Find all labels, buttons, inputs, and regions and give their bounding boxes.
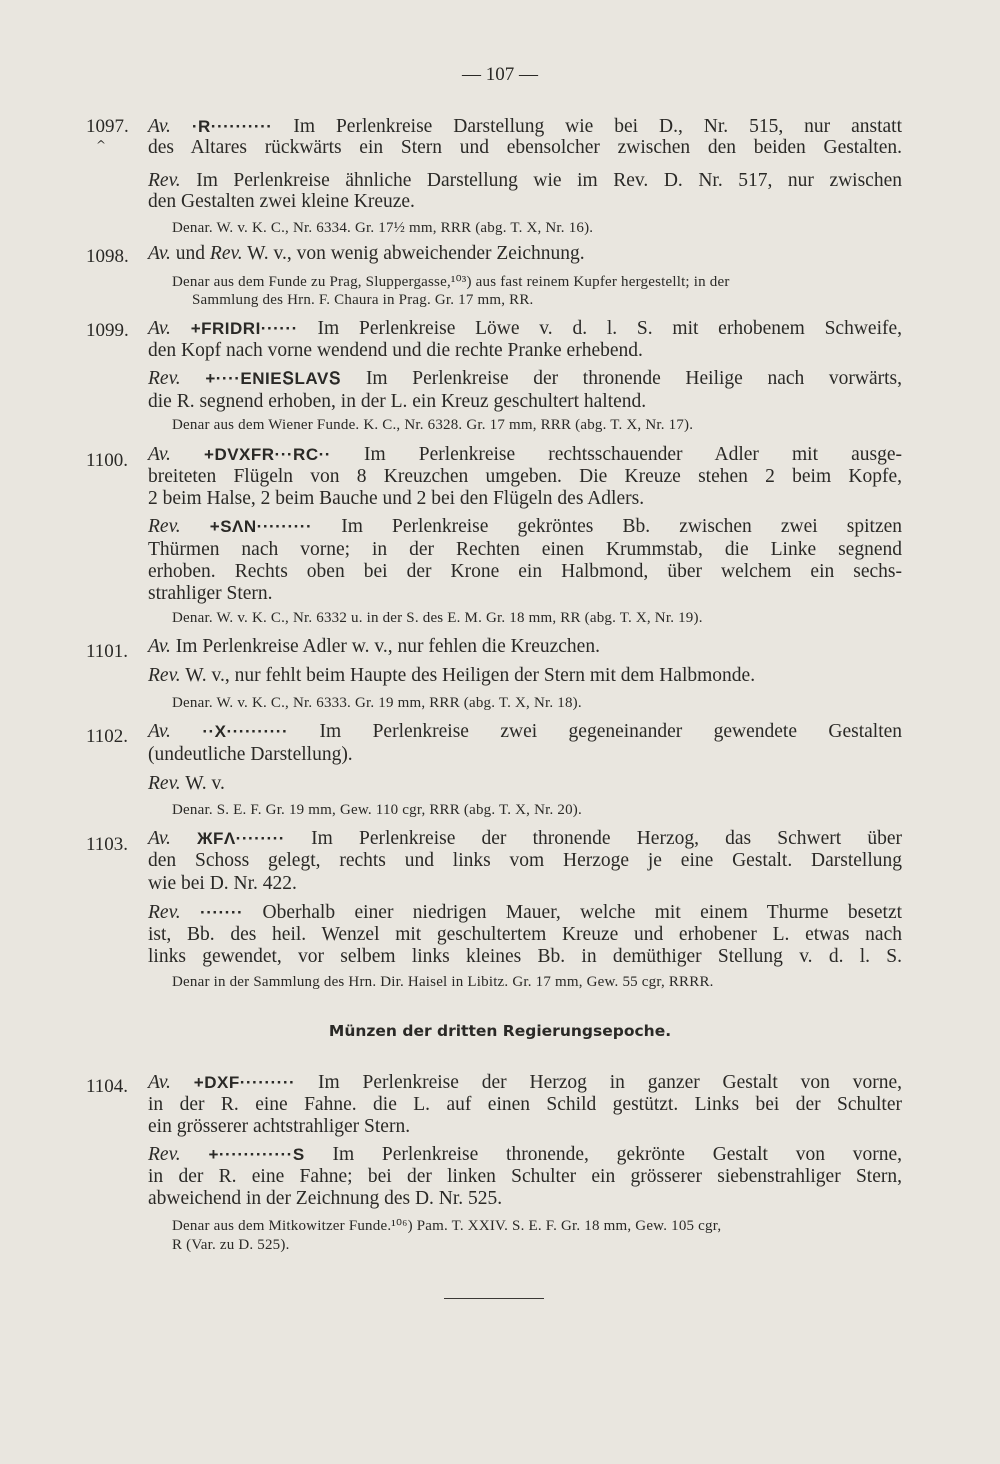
- description-text: W. v., nur fehlt beim Haupte des Heiligen der Stern mit dem Halbmonde.: [185, 665, 756, 686]
- obverse-label: Av.: [148, 318, 171, 339]
- entry-line: [148, 1072, 902, 1094]
- entry-line: 2 beim Halse, 2 beim Bauche und 2 bei den Flügeln des Adlers.: [148, 488, 645, 509]
- entry-line: in der R. eine Fahne. die L. auf einen Schild gestützt. Links bei der Schulter: [148, 1094, 902, 1115]
- margin-mark-icon: ^: [96, 138, 107, 152]
- entry-line: (undeutliche Darstellung).: [148, 744, 353, 765]
- entry-number: 1104.: [86, 1076, 129, 1097]
- entry-line: den Kopf nach vorne wendend und die rechte Pranke erhebend.: [148, 340, 643, 361]
- conjunction-text: und: [175, 243, 206, 264]
- obverse-label: Av.: [148, 116, 171, 137]
- entry-line: [148, 243, 902, 265]
- coin-legend: +DVXFR···RC··: [204, 445, 331, 464]
- obverse-label: Av.: [148, 1072, 171, 1093]
- description-text: Im Perlenkreise der thronende Herzog, das Schwert über: [311, 828, 903, 849]
- obverse-label: Av.: [148, 243, 171, 264]
- entry-note: R (Var. zu D. 525).: [172, 1237, 290, 1253]
- coin-legend: +············S: [208, 1145, 305, 1164]
- entry-line: [148, 773, 902, 795]
- description-text: Im Perlenkreise Löwe v. d. l. S. mit erhobenem Schweife,: [317, 318, 903, 339]
- entry-line: links gewendet, vor selbem links kleines Bb. in demüthiger Stellung v. d. l. S.: [148, 946, 902, 967]
- entry-line: [148, 368, 902, 390]
- entry-line: den Gestalten zwei kleine Kreuze.: [148, 191, 415, 212]
- reverse-label: Rev.: [148, 516, 181, 537]
- end-rule: [444, 1298, 544, 1299]
- entry-note: Denar. W. v. K. C., Nr. 6334. Gr. 17½ mm, RRR (abg. T. X, Nr. 16).: [172, 220, 594, 236]
- obverse-label: Av.: [148, 721, 171, 742]
- coin-legend: ·······: [200, 903, 244, 922]
- entry-line: abweichend in der Zeichnung des D. Nr. 525.: [148, 1188, 503, 1209]
- description-text: Im Perlenkreise der Herzog in ganzer Gestalt von vorne,: [318, 1072, 903, 1093]
- coin-legend: ЖFΛ········: [197, 829, 285, 848]
- description-text: Im Perlenkreise ähnliche Darstellung wie im Rev. D. Nr. 517, nur zwischen: [196, 170, 902, 191]
- entry-line: des Altares rückwärts ein Stern und ebensolcher zwischen den beiden Gestalten.: [148, 137, 902, 158]
- reverse-label: Rev.: [148, 665, 181, 686]
- entry-note: Denar. S. E. F. Gr. 19 mm, Gew. 110 cgr, RRR (abg. T. X, Nr. 20).: [172, 802, 582, 818]
- entry-line: den Schoss gelegt, rechts und links vom Herzoge je eine Gestalt. Darstellung: [148, 850, 902, 871]
- entry-note: Sammlung des Hrn. F. Chaura in Prag. Gr. 17 mm, RR.: [192, 292, 534, 308]
- entry-line: erhoben. Rechts oben bei der Krone ein Halbmond, über welchem ein sechs-: [148, 561, 902, 582]
- description-text: Im Perlenkreise Darstellung wie bei D., Nr. 515, nur anstatt: [293, 116, 902, 137]
- entry-line: [148, 636, 902, 658]
- entry-number: 1097.: [86, 116, 129, 137]
- entry-number: 1103.: [86, 834, 129, 855]
- reverse-label: Rev.: [148, 170, 181, 191]
- entry-note: Denar in der Sammlung des Hrn. Dir. Haisel in Libitz. Gr. 17 mm, Gew. 55 cgr, RRRR.: [172, 974, 714, 990]
- entry-number: 1100.: [86, 450, 129, 471]
- entry-line: ein grösserer achtstrahliger Stern.: [148, 1116, 411, 1137]
- entry-line: [148, 902, 902, 924]
- coin-legend: ·R··········: [191, 117, 273, 136]
- entry-line: [148, 828, 902, 850]
- entry-line: [148, 116, 902, 138]
- entry-note: Denar aus dem Mitkowitzer Funde.¹⁰⁶) Pam. T. XXIV. S. E. F. Gr. 18 mm, Gew. 105 cgr,: [172, 1218, 722, 1234]
- reverse-label: Rev.: [148, 902, 181, 923]
- entry-number: 1102.: [86, 726, 129, 747]
- entry-line: Thürmen nach vorne; in der Rechten einen Krummstab, die Linke segnend: [148, 539, 902, 560]
- description-text: W. v., von wenig abweichender Zeichnung.: [247, 243, 585, 264]
- entry-line: in der R. eine Fahne; bei der linken Schulter ein grösserer siebenstrahliger Stern,: [148, 1166, 902, 1187]
- description-text: W. v.: [185, 773, 225, 794]
- entry-note: Denar aus dem Funde zu Prag, Sluppergasse,¹⁰³) aus fast reinem Kupfer hergestellt; in der: [172, 274, 730, 290]
- entry-line: wie bei D. Nr. 422.: [148, 873, 297, 894]
- entry-line: ist, Bb. des heil. Wenzel mit geschultertem Kreuze und erhobener L. etwas nach: [148, 924, 902, 945]
- coin-legend: +DXF·········: [193, 1073, 296, 1092]
- entry-line: die R. segnend erhoben, in der L. ein Kreuz geschultert haltend.: [148, 391, 647, 412]
- entry-number: 1099.: [86, 320, 129, 341]
- description-text: Im Perlenkreise thronende, gekrönte Gestalt von vorne,: [332, 1144, 903, 1165]
- entry-number: 1101.: [86, 641, 129, 662]
- reverse-label: Rev.: [148, 773, 181, 794]
- entry-line: [148, 170, 902, 192]
- entry-note: Denar. W. v. K. C., Nr. 6333. Gr. 19 mm, RRR (abg. T. X, Nr. 18).: [172, 695, 582, 711]
- description-text: Oberhalb einer niedrigen Mauer, welche mit einem Thurme besetzt: [262, 902, 903, 923]
- entry-line: strahliger Stern.: [148, 583, 273, 604]
- description-text: Im Perlenkreise zwei gegeneinander gewendete Gestalten: [319, 721, 903, 742]
- reverse-label: Rev.: [209, 243, 243, 264]
- entry-number: 1098.: [86, 246, 129, 267]
- reverse-label: Rev.: [148, 368, 181, 389]
- coin-legend: +····ENIEՏLAVՏ: [205, 369, 342, 388]
- coin-legend: +FRIDRI······: [190, 319, 298, 338]
- page-number: — 107 —: [462, 64, 538, 85]
- reverse-label: Rev.: [148, 1144, 181, 1165]
- obverse-label: Av.: [148, 444, 171, 465]
- entry-line: [148, 444, 902, 466]
- coin-legend: +SΛN·········: [209, 517, 313, 536]
- section-heading: Münzen der dritten Regierungsepoche.: [328, 1022, 672, 1040]
- description-text: Im Perlenkreise rechtsschauender Adler mit ausge-: [364, 444, 902, 465]
- entry-line: [148, 318, 902, 340]
- description-text: Im Perlenkreise gekröntes Bb. zwischen zwei spitzen: [341, 516, 903, 537]
- entry-line: breiteten Flügeln von 8 Kreuzchen umgeben. Die Kreuze stehen 2 beim Kopfe,: [148, 466, 902, 487]
- entry-line: [148, 516, 902, 538]
- entry-note: Denar. W. v. K. C., Nr. 6332 u. in der S. des E. M. Gr. 18 mm, RR (abg. T. X, Nr. 19).: [172, 610, 703, 626]
- description-text: Im Perlenkreise der thronende Heilige nach vorwärts,: [365, 368, 903, 389]
- obverse-label: Av.: [148, 636, 171, 657]
- entry-note: Denar aus dem Wiener Funde. K. C., Nr. 6328. Gr. 17 mm, RRR (abg. T. X, Nr. 17).: [172, 417, 694, 433]
- entry-line: [148, 721, 902, 743]
- coin-legend: ··X··········: [202, 722, 289, 741]
- description-text: Im Perlenkreise Adler w. v., nur fehlen die Kreuzchen.: [175, 636, 600, 657]
- entry-line: [148, 1144, 902, 1166]
- obverse-label: Av.: [148, 828, 171, 849]
- entry-line: [148, 665, 902, 687]
